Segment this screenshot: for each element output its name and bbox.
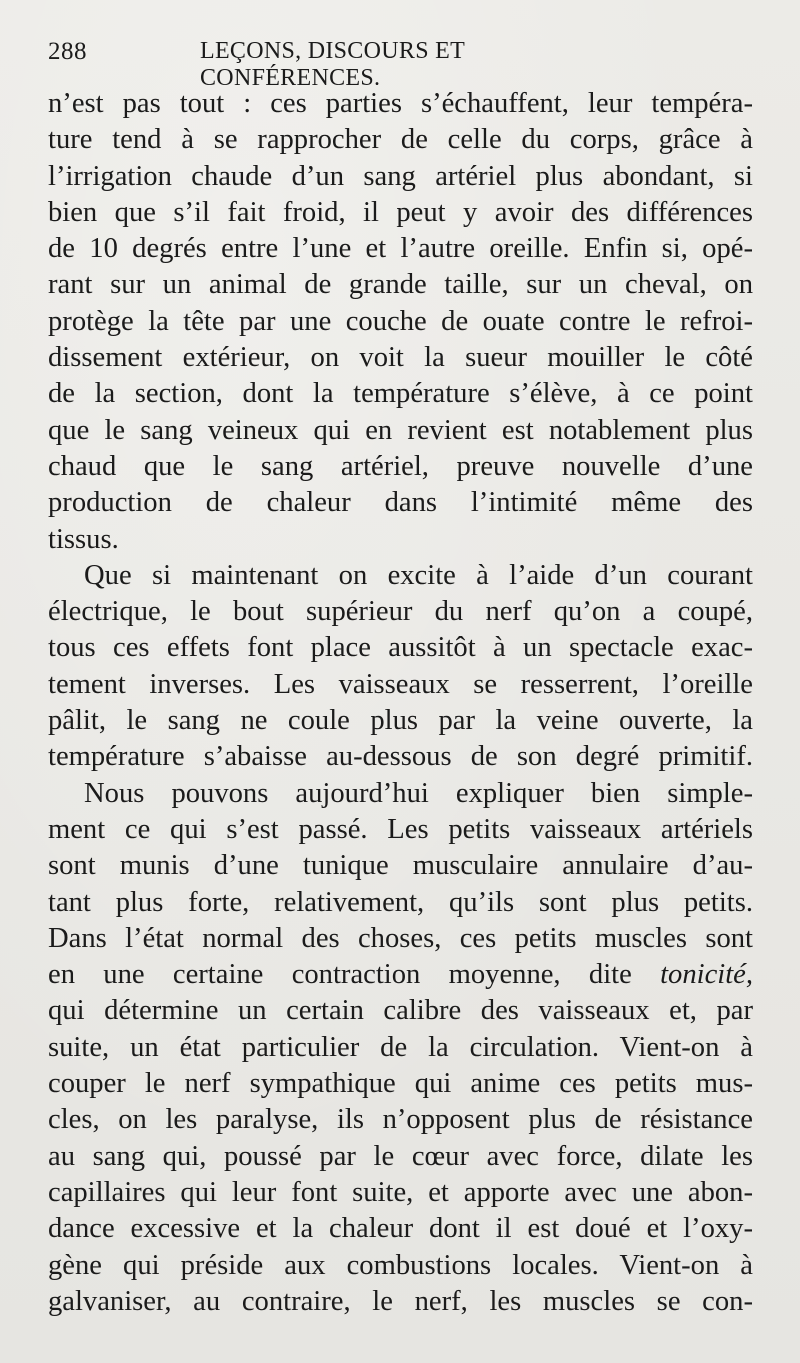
text-line: pâlit, le sang ne coule plus par la veine ouverte, la xyxy=(48,705,753,737)
text-line: dissement extérieur, on voit la sueur mouiller le côté xyxy=(48,342,753,374)
text-segment: en une certaine contraction moyenne, dite xyxy=(48,959,661,991)
text-line: Nous pouvons aujourd’hui expliquer bien simple- xyxy=(84,777,753,809)
text-line: qui détermine un certain calibre des vaisseaux et, par xyxy=(48,995,753,1027)
text-line: température s’abaisse au-dessous de son degré primitif. xyxy=(48,741,753,773)
text-line: ment ce qui s’est passé. Les petits vaisseaux artériels xyxy=(48,813,753,845)
running-title: LEÇONS, DISCOURS ET CONFÉRENCES. xyxy=(200,38,465,91)
text-line: production de chaleur dans l’intimité même des xyxy=(48,487,753,519)
text-line: électrique, le bout supérieur du nerf qu’on a coupé, xyxy=(48,596,753,628)
text-line: tissus. xyxy=(48,523,119,555)
text-line: Dans l’état normal des choses, ces petits muscles sont xyxy=(48,922,753,954)
text-line: n’est pas tout : ces parties s’échauffent, leur tempéra- xyxy=(48,88,753,119)
text-line: couper le nerf sympathique qui anime ces petits mus- xyxy=(48,1068,753,1100)
text-line: sont munis d’une tunique musculaire annulaire d’au- xyxy=(48,850,753,882)
text-line: au sang qui, poussé par le cœur avec force, dilate les xyxy=(48,1140,753,1172)
text-line: ture tend à se rapprocher de celle du corps, grâce à xyxy=(48,124,753,156)
text-line: tement inverses. Les vaisseaux se resserrent, l’oreille xyxy=(48,668,753,700)
text-line: cles, on les paralyse, ils n’opposent plus de résistance xyxy=(48,1104,753,1136)
text-line: rant sur un animal de grande taille, sur un cheval, on xyxy=(48,269,753,301)
text-line: capillaires qui leur font suite, et apporte avec une abon- xyxy=(48,1176,753,1208)
text-line: Que si maintenant on excite à l’aide d’un courant xyxy=(84,559,753,591)
text-line: tous ces effets font place aussitôt à un spectacle exac- xyxy=(48,632,753,664)
text-line: galvaniser, au contraire, le nerf, les muscles se con- xyxy=(48,1285,753,1317)
text-line: que le sang veineux qui en revient est notablement plus xyxy=(48,414,753,446)
text-line: de la section, dont la température s’élève, à ce point xyxy=(48,378,753,410)
text-line: chaud que le sang artériel, preuve nouvelle d’une xyxy=(48,450,753,482)
text-line: l’irrigation chaude d’un sang artériel plus abondant, si xyxy=(48,160,753,192)
italic-term: tonicité, xyxy=(660,959,753,991)
text-line: de 10 degrés entre l’une et l’autre oreille. Enfin si, opé- xyxy=(48,233,753,265)
page-number: 288 xyxy=(48,38,87,65)
text-line-with-italic xyxy=(48,957,753,993)
text-line: bien que s’il fait froid, il peut y avoir des différences xyxy=(48,196,753,228)
page-header xyxy=(48,38,628,91)
page-body xyxy=(48,86,753,1320)
text-line: tant plus forte, relativement, qu’ils sont plus petits. xyxy=(48,886,753,918)
text-line: protège la tête par une couche de ouate contre le refroi- xyxy=(48,305,753,337)
text-line: gène qui préside aux combustions locales. Vient-on à xyxy=(48,1249,753,1281)
text-line: dance excessive et la chaleur dont il est doué et l’oxy- xyxy=(48,1213,753,1245)
text-line: suite, un état particulier de la circulation. Vient-on à xyxy=(48,1031,753,1063)
